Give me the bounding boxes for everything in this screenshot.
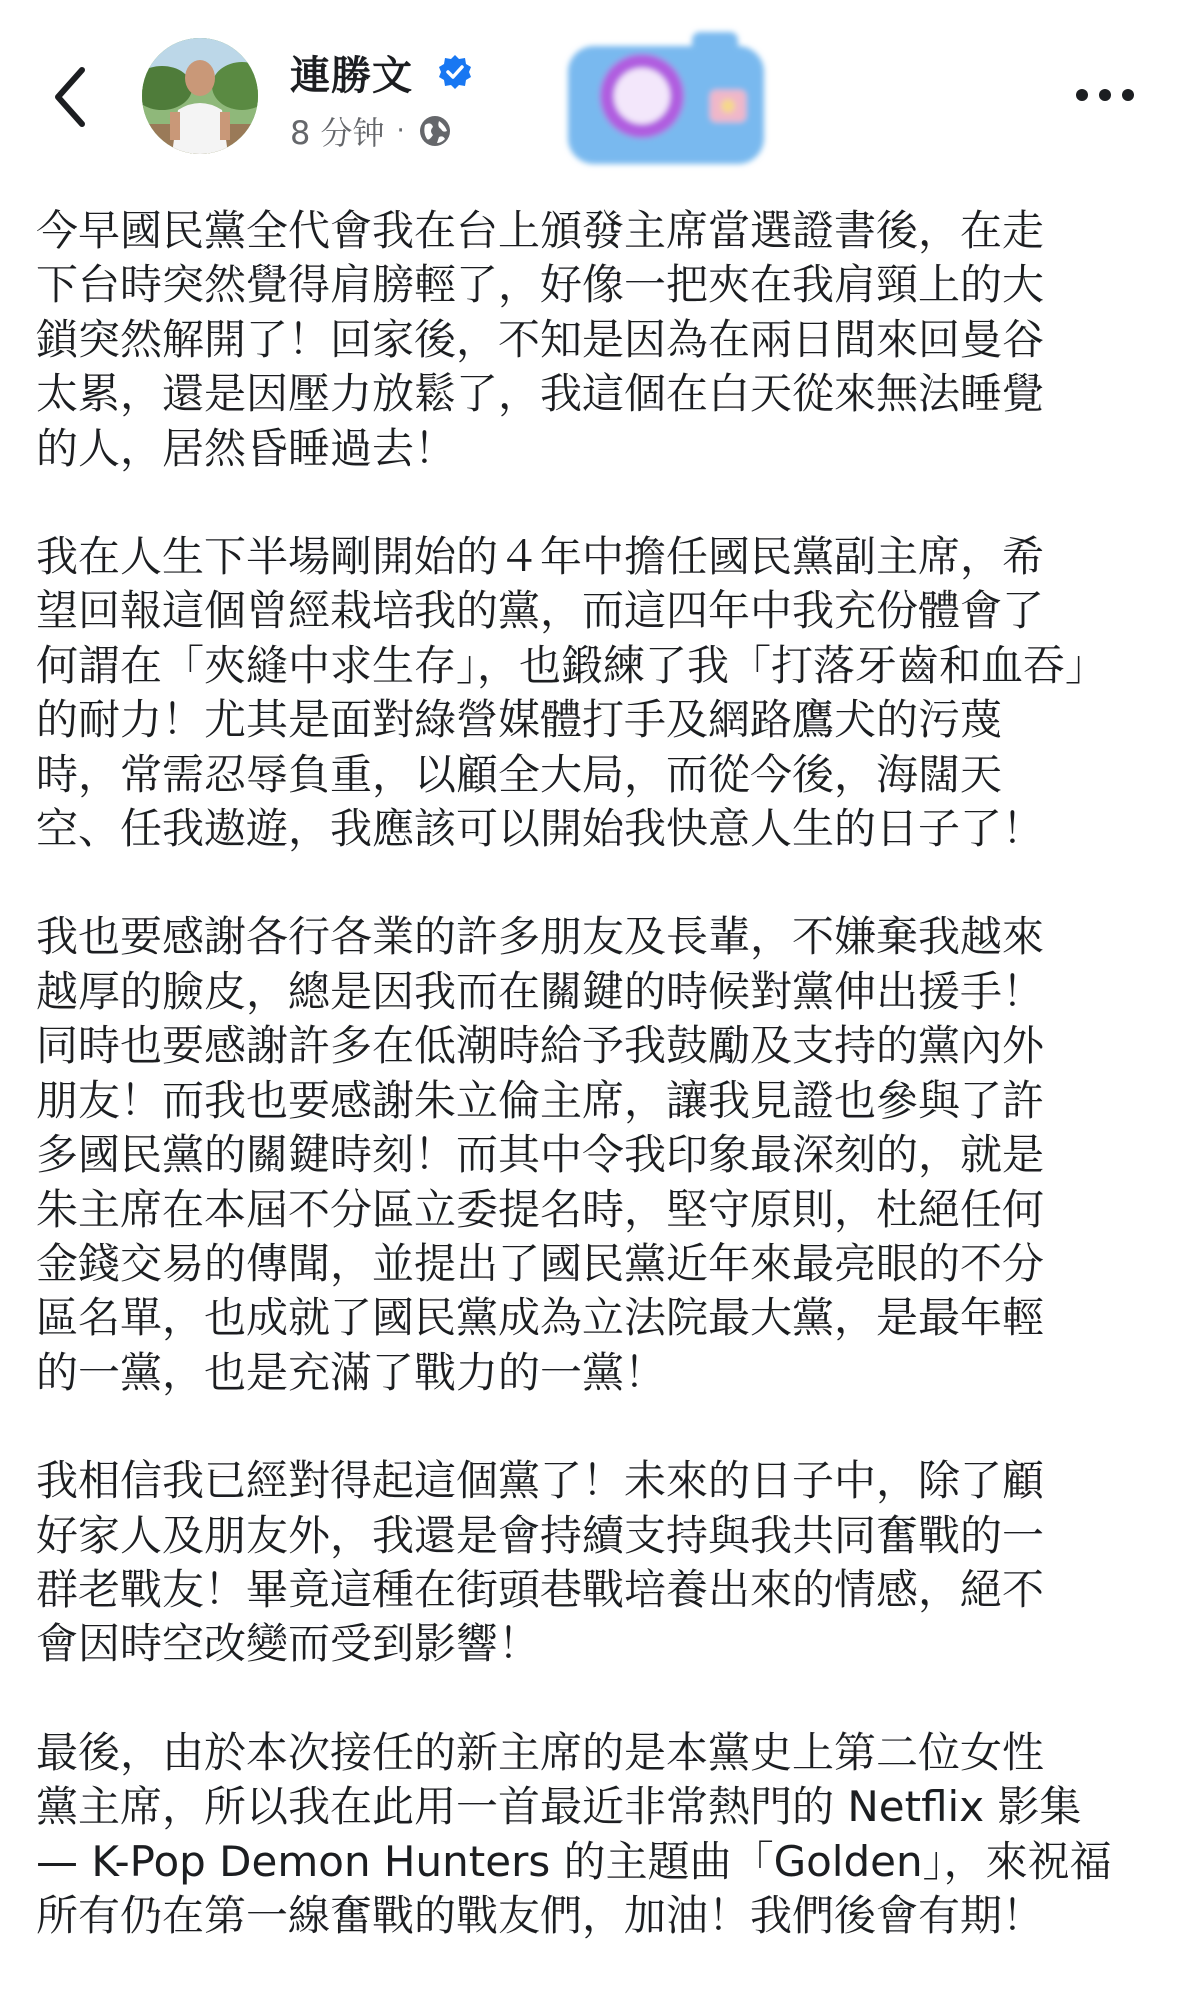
- back-arrow-icon: [48, 62, 92, 132]
- text-line: 會因時空改變而受到影響！: [36, 1619, 541, 1669]
- post-text: [36, 204, 1146, 1997]
- avatar-photo: [142, 38, 258, 154]
- text-line: 我相信我已經對得起這個黨了！未來的日子中，除了顧: [36, 1456, 1045, 1506]
- text-line: 我在人生下半場剛開始的４年中擔任國民黨副主席，希: [36, 532, 1045, 582]
- text-line: 的人，居然昏睡過去！: [36, 423, 457, 473]
- paragraph-2: [36, 530, 1146, 856]
- paragraph-3: [36, 910, 1146, 1400]
- text-line: 所有仍在第一線奮戰的戰友們，加油！我們後會有期！: [36, 1890, 1045, 1940]
- text-line: 越厚的臉皮，總是因我而在關鍵的時候對黨伸出援手！: [36, 966, 1045, 1016]
- paragraph-4: [36, 1454, 1146, 1672]
- text-line: 黨主席，所以我在此用一首最近非常熱門的 Netflix 影集: [36, 1782, 1082, 1832]
- paragraph-1: [36, 204, 1146, 476]
- back-button[interactable]: [48, 62, 92, 132]
- post-header: [0, 0, 1180, 190]
- text-line: 望回報這個曾經栽培我的黨，而這四年中我充份體會了: [36, 586, 1045, 636]
- text-line: 區名單，也成就了國民黨成為立法院最大黨，是最年輕: [36, 1293, 1045, 1343]
- text-line: — K-Pop Demon Hunters 的主題曲「Golden」，來祝福: [36, 1836, 1112, 1886]
- author-name[interactable]: 連勝文: [290, 53, 413, 99]
- post-meta: [290, 108, 453, 154]
- text-line: 的耐力！尤其是面對綠營媒體打手及網路鷹犬的污蔑: [36, 695, 1003, 745]
- text-line: 我也要感謝各行各業的許多朋友及長輩，不嫌棄我越來: [36, 912, 1045, 962]
- text-line: 好家人及朋友外，我還是會持續支持與我共同奮戰的一: [36, 1510, 1045, 1560]
- text-line: 多國民黨的關鍵時刻！而其中令我印象最深刻的，就是: [36, 1130, 1045, 1180]
- verified-badge-icon: [437, 54, 473, 90]
- text-line: 朱主席在本屆不分區立委提名時，堅守原則，杜絕任何: [36, 1184, 1045, 1234]
- post-timestamp[interactable]: 8 分钟: [290, 114, 385, 152]
- camera-sticker-icon: [560, 18, 780, 178]
- text-line: 群老戰友！畢竟這種在街頭巷戰培養出來的情感，絕不: [36, 1564, 1045, 1614]
- paragraph-5: [36, 1726, 1146, 1944]
- text-line: 鎖突然解開了！回家後，不知是因為在兩日間來回曼谷: [36, 314, 1045, 364]
- text-line: 朋友！而我也要感謝朱立倫主席，讓我見證也參與了許: [36, 1075, 1045, 1125]
- author-avatar[interactable]: [142, 38, 258, 154]
- text-line: 下台時突然覺得肩膀輕了，好像一把夾在我肩頸上的大: [36, 260, 1045, 310]
- text-line: 何謂在「夾縫中求生存」，也鍛練了我「打落牙齒和血吞」: [36, 640, 1108, 690]
- text-line: 金錢交易的傳聞，並提出了國民黨近年來最亮眼的不分: [36, 1238, 1045, 1288]
- more-options-icon: [1070, 80, 1140, 110]
- text-line: 同時也要感謝許多在低潮時給予我鼓勵及支持的黨內外: [36, 1021, 1045, 1071]
- text-line: 最後，由於本次接任的新主席的是本黨史上第二位女性: [36, 1727, 1045, 1777]
- text-line: 時，常需忍辱負重，以顧全大局，而從今後，海闊天: [36, 749, 1003, 799]
- text-line: 的一黨，也是充滿了戰力的一黨！: [36, 1347, 667, 1397]
- more-options-button[interactable]: [1070, 80, 1140, 110]
- text-line: 太累，還是因壓力放鬆了，我這個在白天從來無法睡覺: [36, 369, 1045, 419]
- meta-separator: ·: [396, 116, 405, 146]
- text-line: 今早國民黨全代會我在台上頒發主席當選證書後，在走: [36, 206, 1045, 255]
- globe-icon[interactable]: [417, 113, 453, 149]
- text-line: 空、任我遨遊，我應該可以開始我快意人生的日子了！: [36, 804, 1045, 854]
